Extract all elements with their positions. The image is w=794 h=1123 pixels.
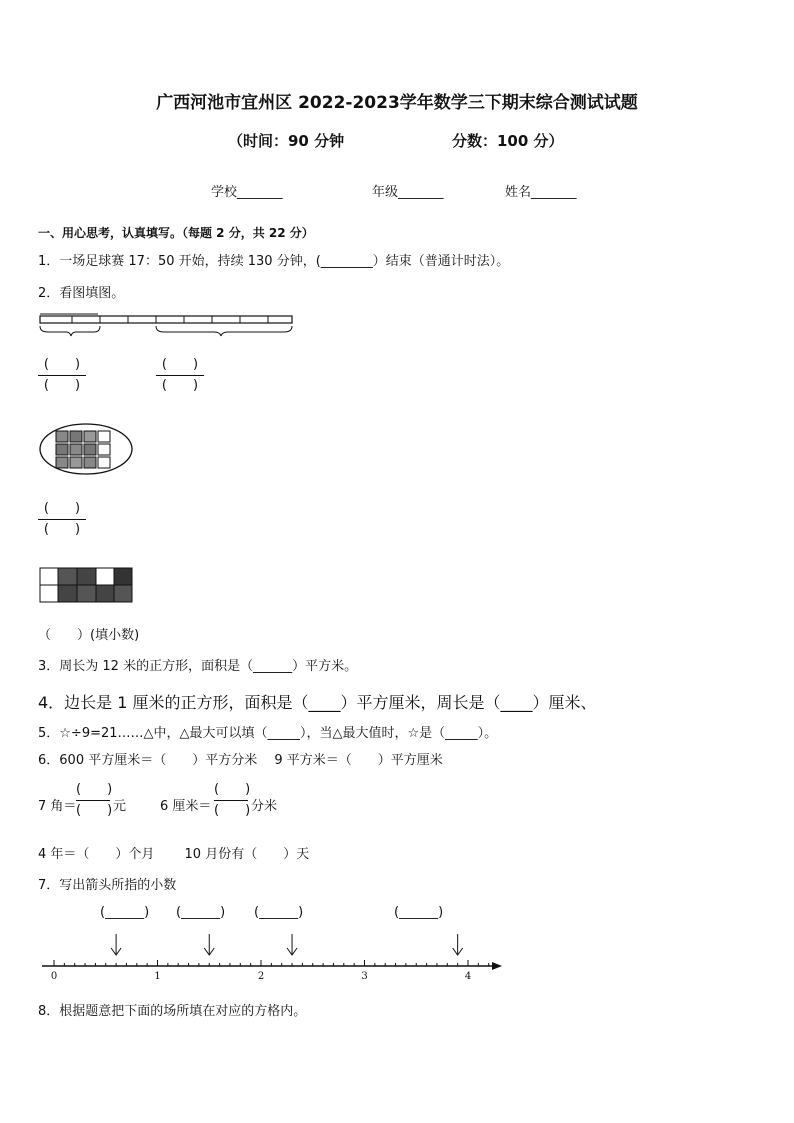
answer-blank-4[interactable]: (______)	[394, 905, 444, 920]
question-3: 3．周长为 12 米的正方形，面积是（______）平方米。	[38, 659, 358, 674]
numerator-blank[interactable]: ( )	[43, 501, 81, 516]
question-1: 1．一场足球赛 17：50 开始，持续 130 分钟，(________）结束（普通计时法）。	[38, 254, 510, 269]
exam-time: （时间：90 分钟	[228, 132, 345, 150]
strip-figure	[38, 310, 298, 342]
ellipse-grid-figure	[38, 422, 136, 478]
fraction-bar	[38, 519, 86, 520]
fraction-bar	[214, 800, 248, 801]
exam-score: 分数：100 分）	[452, 132, 564, 150]
answer-blank-2[interactable]: (______)	[176, 905, 226, 920]
tick-label: 1	[154, 971, 161, 982]
shaded-grid-figure	[38, 566, 138, 606]
fraction-blank-cm[interactable]	[214, 781, 251, 820]
numerator-blank[interactable]: ( )	[161, 357, 199, 372]
question-5: 5．☆÷9=21……△中，△最大可以填（_____），当△最大值时，☆是（_____）。	[38, 726, 498, 741]
section-heading: 一、用心思考，认真填写。（每题 2 分，共 22 分）	[38, 226, 314, 240]
numerator-blank[interactable]: ( )	[76, 782, 113, 797]
jiao-prefix: 7 角＝	[38, 799, 77, 814]
denominator-blank[interactable]: ( )	[43, 378, 81, 393]
denominator-blank[interactable]: ( )	[214, 803, 251, 818]
question-7: 7．写出箭头所指的小数	[38, 878, 177, 893]
question-4: 4．边长是 1 厘米的正方形，面积是（____）平方厘米，周长是（____）厘米、	[38, 693, 597, 712]
tick-label: 3	[361, 971, 368, 982]
decimal-blank[interactable]: （ ）(填小数)	[38, 628, 140, 643]
number-line	[40, 930, 510, 986]
denominator-blank[interactable]: ( )	[76, 803, 113, 818]
cm-suffix: 分米	[251, 799, 278, 814]
answer-blank-3[interactable]: (______)	[254, 905, 304, 920]
numerator-blank[interactable]: ( )	[214, 782, 251, 797]
numerator-blank[interactable]: ( )	[43, 357, 81, 372]
question-8: 8．根据题意把下面的场所填在对应的方格内。	[38, 1004, 307, 1019]
fraction-bar	[76, 800, 110, 801]
fraction-bar	[156, 375, 204, 376]
name-field[interactable]: 姓名_______	[505, 185, 577, 200]
axis-arrowhead	[492, 962, 502, 970]
jiao-suffix: 元	[113, 799, 127, 814]
tick-label: 0	[50, 971, 58, 982]
fraction-blank-1[interactable]	[38, 356, 86, 395]
fraction-blank-2[interactable]	[156, 356, 204, 395]
fraction-bar	[38, 375, 86, 376]
grade-field[interactable]: 年级_______	[372, 185, 444, 200]
question-6-line3: 4 年＝（ ）个月 10 月份有（ ）天	[38, 847, 310, 862]
page-title: 广西河池市宜州区 2022-2023学年数学三下期末综合测试试题	[156, 93, 638, 113]
fraction-blank-3[interactable]	[38, 500, 86, 539]
cm-prefix: 6 厘米＝	[160, 799, 212, 814]
answer-blank-1[interactable]: (______)	[100, 905, 150, 920]
question-2: 2．看图填图。	[38, 286, 125, 301]
denominator-blank[interactable]: ( )	[161, 378, 199, 393]
tick-label: 4	[464, 971, 472, 982]
denominator-blank[interactable]: ( )	[43, 522, 81, 537]
school-field[interactable]: 学校_______	[211, 185, 283, 200]
tick-label: 2	[257, 971, 265, 982]
fraction-blank-jiao[interactable]	[76, 781, 113, 820]
question-6: 6．600 平方厘米＝（ ）平方分米 9 平方米＝（ ）平方厘米	[38, 753, 443, 768]
